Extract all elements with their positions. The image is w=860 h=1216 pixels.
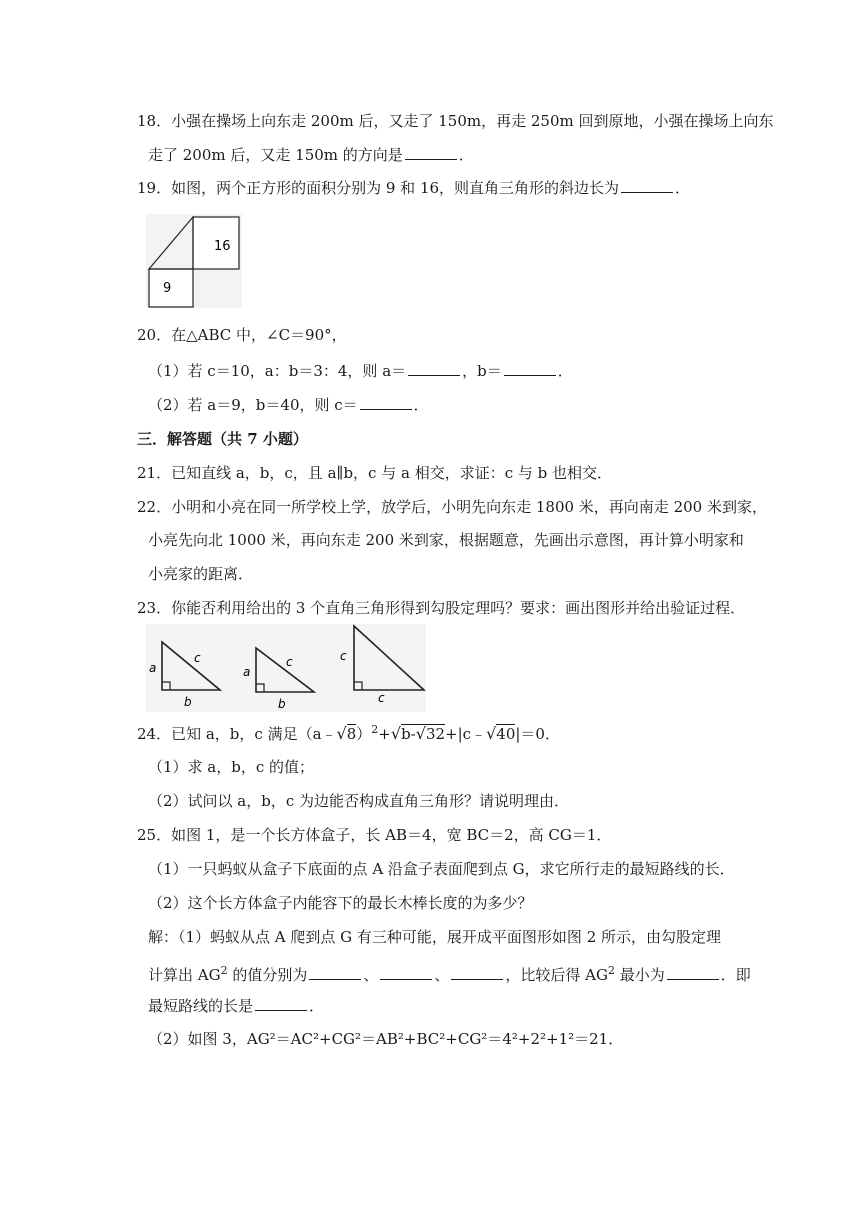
- q20-part1-text: （1）若 c＝10，a：b＝3：4，则 a＝: [148, 362, 407, 380]
- sol2-text-g: ．即: [720, 966, 751, 984]
- q20-part2: [148, 394, 429, 415]
- radicand-8: 8: [346, 725, 357, 743]
- q18-line2: [148, 144, 474, 165]
- sol2-exp: 2: [608, 964, 615, 977]
- q18-text-line2: 走了 200m 后，又走 150m 的方向是: [148, 146, 403, 164]
- sol2-sep: 、: [434, 966, 450, 984]
- q25-part2: （2）这个长方体盒子内能容下的最长木棒长度的为多少？: [148, 894, 533, 912]
- sol2-text-a: 计算出 AG: [148, 966, 221, 984]
- q23-figure: [146, 624, 426, 712]
- q25-solution-line1: 解：（1）蚂蚁从点 A 爬到点 G 有三种可能，展开成平面图形如图 2 所示，由勾股定理: [148, 928, 722, 946]
- q23-text: 你能否利用给出的 3 个直角三角形得到勾股定理吗？要求：画出图形并给出验证过程．: [171, 599, 746, 617]
- q25-solution-line4: （2）如图 3，AG²＝AC²+CG²＝AB²+BC²+CG²＝4²+2²+1²＝21．: [148, 1030, 624, 1048]
- answer-blank: [621, 177, 673, 193]
- q25-intro: 如图 1，是一个长方体盒子，长 AB＝4，宽 BC＝2，高 CG＝1．: [171, 826, 612, 844]
- answer-blank: [667, 964, 719, 980]
- side-label-a: a: [149, 661, 157, 675]
- answer-blank: [408, 360, 460, 376]
- q23-number: 23．: [137, 599, 172, 617]
- side-label-c: c: [286, 655, 293, 669]
- q25-part1: （1）一只蚂蚁从盒子下底面的点 A 沿盒子表面爬到点 G，求它所行走的最短路线的长．: [148, 860, 735, 878]
- answer-blank: [255, 995, 307, 1011]
- q20-number: 20．: [137, 326, 172, 344]
- q22-line2: 小亮先向北 1000 米，再向东走 200 米到家，根据题意，先画出示意图，再计算小明家和: [148, 531, 744, 549]
- q20-part1: [148, 360, 573, 381]
- q20-part2-text: （2）若 a＝9，b＝40，则 c＝: [148, 396, 358, 414]
- q24-number: 24．: [137, 725, 172, 743]
- q24-abs-start: +|c﹣: [445, 725, 487, 743]
- answer-blank: [380, 964, 432, 980]
- sol2-text-b: 的值分别为: [227, 966, 308, 984]
- q24-text-end: |＝0．: [515, 725, 560, 743]
- q21-number: 21．: [137, 464, 172, 482]
- q18-text-line1: 小强在操场上向东走 200m 后，又走了 150m，再走 250m 回到原地，小强在操场上向东: [171, 112, 774, 130]
- q25-solution-line2: [148, 961, 751, 985]
- q20-intro-line: [137, 325, 347, 345]
- sqrt-symbol: √: [390, 724, 402, 743]
- side-label-c: c: [378, 691, 385, 705]
- q22-line3: 小亮家的距离．: [148, 565, 254, 583]
- q19-text: 如图，两个正方形的面积分别为 9 和 16，则直角三角形的斜边长为: [171, 179, 620, 197]
- side-label-c: c: [340, 649, 347, 663]
- q22-text-line1: 小明和小亮在同一所学校上学，放学后，小明先向东走 1800 米，再向南走 200 米到家，: [171, 498, 767, 516]
- q24-plus: +: [378, 725, 391, 743]
- answer-blank: [451, 964, 503, 980]
- q19-figure: [146, 214, 242, 308]
- q24-part1: （1）求 a，b，c 的值；: [148, 758, 315, 776]
- sol2-exp: 2: [220, 964, 228, 977]
- q19-text-end: ．: [675, 179, 691, 197]
- small-square-label: 9: [163, 281, 172, 296]
- side-label-c: c: [194, 651, 201, 665]
- q20-part2-end: ．: [413, 396, 429, 414]
- side-label-a: a: [243, 665, 251, 679]
- answer-blank: [405, 144, 457, 160]
- q18-number: 18．: [137, 112, 172, 130]
- side-label-b: b: [184, 695, 192, 709]
- q24-exponent: 2: [371, 723, 379, 736]
- q22-line1: [137, 497, 767, 517]
- radicand-40: 40: [496, 725, 516, 743]
- q21-text: 已知直线 a，b，c，且 a∥b，c 与 a 相交，求证：c 与 b 也相交．: [171, 464, 613, 482]
- sol2-sep: 、: [363, 966, 379, 984]
- q19-line: [137, 177, 690, 198]
- q22-number: 22．: [137, 498, 172, 516]
- q23-line: [137, 598, 745, 618]
- q25-intro-line: [137, 825, 611, 845]
- q18-line2-end: ．: [458, 146, 474, 164]
- q25-number: 25．: [137, 826, 172, 844]
- section-heading: 三．解答题（共 7 小题）: [137, 430, 308, 448]
- q20-part1-mid: ，b＝: [462, 362, 502, 380]
- q20-part1-end: ．: [557, 362, 573, 380]
- radicand-32: 32: [425, 725, 446, 743]
- radicand-outer: [401, 724, 445, 743]
- answer-blank: [504, 360, 556, 376]
- answer-blank: [309, 964, 361, 980]
- q20-intro: 在△ABC 中，∠C＝90°，: [171, 326, 347, 344]
- sqrt-symbol: √: [336, 724, 347, 743]
- q24-part2: （2）试问以 a，b，c 为边能否构成直角三角形？请说明理由．: [148, 792, 570, 810]
- q18-line1: [137, 111, 774, 131]
- sqrt-symbol: √: [415, 724, 426, 743]
- q25-solution-line3: [148, 995, 324, 1016]
- sol2-text-e: ，比较后得 AG: [505, 966, 608, 984]
- q24-paren: ）: [356, 725, 372, 743]
- q21-line: [137, 463, 612, 483]
- q24-line: [137, 720, 560, 744]
- sqrt-symbol: √: [486, 724, 497, 743]
- side-label-b: b: [278, 697, 286, 711]
- large-square-label: 16: [214, 239, 231, 254]
- q24-text-start: 已知 a，b，c 满足（a﹣: [171, 725, 337, 743]
- sol2-text-f: 最小为: [615, 966, 665, 984]
- q19-number: 19．: [137, 179, 172, 197]
- sol3-end: ．: [309, 997, 325, 1015]
- sol3-text: 最短路线的长是: [148, 997, 254, 1015]
- answer-blank: [360, 394, 412, 410]
- radicand-b: b-: [401, 725, 416, 743]
